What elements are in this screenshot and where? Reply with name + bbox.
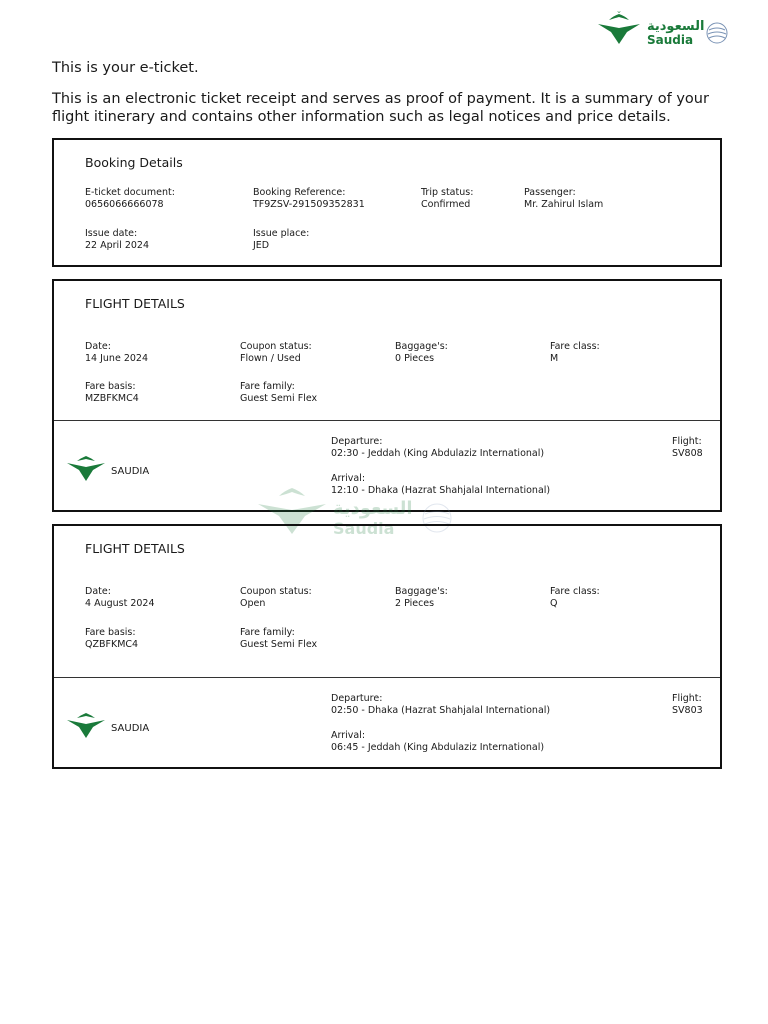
svg-text:Saudia: Saudia — [333, 519, 395, 538]
fare-family-label: Fare family: — [240, 381, 295, 392]
intro-paragraph: This is an electronic ticket receipt and serves as proof of payment. It is a summary of your flight itinerary and contains other information such as legal notices and price details. — [52, 91, 709, 125]
booking-details-box — [52, 138, 722, 267]
carrier-name: SAUDIA — [111, 466, 150, 477]
departure-value: 02:30 - Jeddah (King Abdulaziz International) — [331, 447, 545, 459]
date-label: Date: — [85, 586, 111, 597]
baggage-label: Baggage's: — [395, 341, 448, 352]
segment-divider — [54, 420, 720, 421]
fare-basis-field — [85, 627, 138, 650]
date-value: 14 June 2024 — [85, 352, 148, 364]
date-field — [85, 341, 148, 364]
fare-class-value: Q — [550, 597, 558, 609]
baggage-field — [395, 586, 448, 609]
eticket-value: 0656066666078 — [85, 198, 164, 210]
date-label: Date: — [85, 341, 111, 352]
flight-number-value: SV803 — [672, 704, 703, 716]
fare-class-label: Fare class: — [550, 586, 600, 597]
saudia-logo — [597, 10, 732, 50]
baggage-value: 2 Pieces — [395, 597, 435, 609]
arrival-value: 12:10 - Dhaka (Hazrat Shahjalal International) — [331, 484, 551, 496]
coupon-status-value: Flown / Used — [240, 352, 301, 364]
passenger-value: Mr. Zahirul Islam — [524, 198, 604, 210]
fare-family-value: Guest Semi Flex — [240, 392, 318, 404]
arrival-label: Arrival: — [331, 730, 366, 741]
flight-number-label: Flight: — [672, 436, 702, 447]
issue-place-field — [253, 228, 309, 251]
flight-number-value: SV808 — [672, 447, 703, 459]
flight-number-label: Flight: — [672, 693, 702, 704]
trip-status-value: Confirmed — [421, 198, 471, 210]
booking-ref-field — [253, 187, 365, 210]
eticket-field — [85, 187, 175, 210]
issue-date-label: Issue date: — [85, 228, 138, 239]
coupon-status-field — [240, 341, 312, 364]
flight-details-box-1 — [52, 279, 722, 512]
booking-ref-value: TF9ZSV-291509352831 — [253, 198, 365, 210]
svg-text:Saudia: Saudia — [647, 33, 694, 47]
arrival-value: 06:45 - Jeddah (King Abdulaziz International) — [331, 741, 545, 753]
flight-number-field — [672, 436, 703, 459]
fare-family-field — [240, 381, 317, 404]
departure-field — [331, 436, 544, 459]
issue-date-field — [85, 228, 149, 251]
passenger-field — [524, 187, 603, 210]
flight-details-box-2 — [52, 524, 722, 769]
fare-class-label: Fare class: — [550, 341, 600, 352]
issue-place-value: JED — [253, 239, 270, 251]
departure-value: 02:50 - Dhaka (Hazrat Shahjalal International) — [331, 704, 551, 716]
arrival-label: Arrival: — [331, 473, 366, 484]
fare-class-field — [550, 341, 600, 364]
flight-number-field — [672, 693, 703, 716]
svg-text:السعودية: السعودية — [647, 19, 705, 34]
intro-heading: This is your e-ticket. — [52, 60, 199, 76]
fare-basis-label: Fare basis: — [85, 627, 136, 638]
baggage-value: 0 Pieces — [395, 352, 435, 364]
fare-basis-value: MZBFKMC4 — [85, 392, 139, 404]
fare-basis-label: Fare basis: — [85, 381, 136, 392]
eticket-label: E-ticket document: — [85, 187, 175, 198]
coupon-status-label: Coupon status: — [240, 586, 312, 597]
flight-details-title: FLIGHT DETAILS — [85, 541, 185, 556]
trip-status-label: Trip status: — [421, 187, 474, 198]
trip-status-field — [421, 187, 473, 210]
booking-details-title: Booking Details — [85, 155, 183, 170]
issue-date-value: 22 April 2024 — [85, 239, 150, 251]
svg-text:السعودية: السعودية — [333, 498, 413, 519]
fare-family-value: Guest Semi Flex — [240, 638, 318, 650]
issue-place-label: Issue place: — [253, 228, 310, 239]
coupon-status-field — [240, 586, 312, 609]
carrier-name: SAUDIA — [111, 723, 150, 734]
coupon-status-label: Coupon status: — [240, 341, 312, 352]
baggage-field — [395, 341, 448, 364]
fare-class-field — [550, 586, 600, 609]
fare-basis-field — [85, 381, 139, 404]
booking-ref-label: Booking Reference: — [253, 187, 346, 198]
departure-label: Departure: — [331, 436, 383, 447]
departure-field — [331, 693, 550, 716]
fare-class-value: M — [550, 352, 559, 364]
saudia-emblem-icon — [66, 711, 106, 739]
fare-family-label: Fare family: — [240, 627, 295, 638]
saudia-emblem-icon — [66, 454, 106, 482]
flight-details-title: FLIGHT DETAILS — [85, 296, 185, 311]
fare-family-field — [240, 627, 317, 650]
fare-basis-value: QZBFKMC4 — [85, 638, 139, 650]
baggage-label: Baggage's: — [395, 586, 448, 597]
passenger-label: Passenger: — [524, 187, 576, 198]
date-field — [85, 586, 155, 609]
arrival-field — [331, 730, 544, 753]
date-value: 4 August 2024 — [85, 597, 155, 609]
segment-divider — [54, 677, 720, 678]
coupon-status-value: Open — [240, 597, 266, 609]
departure-label: Departure: — [331, 693, 383, 704]
